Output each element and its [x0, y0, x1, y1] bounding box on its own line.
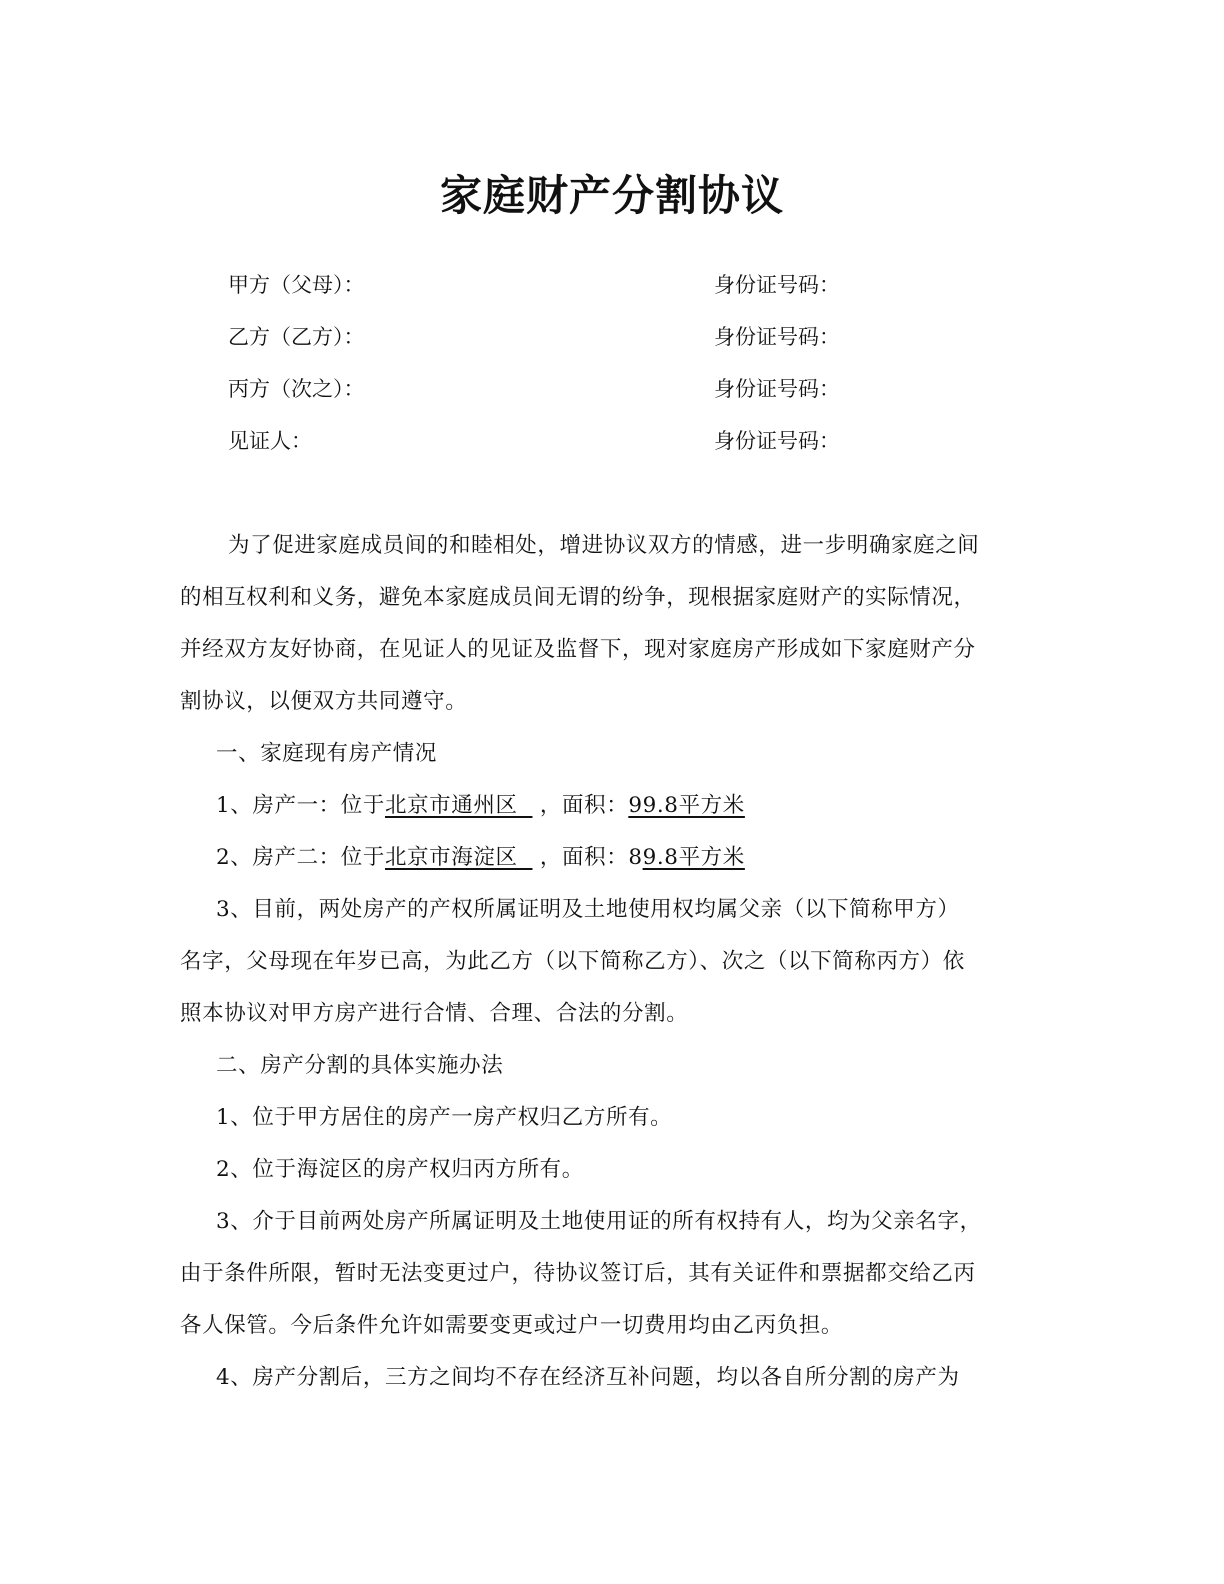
party-row-yi [228, 320, 928, 354]
paragraph-line: 由于条件所限，暂时无法变更过户，待协议签订后，其有关证件和票据都交给乙丙 [180, 1261, 976, 1286]
id-number-label: 身份证号码： [714, 429, 840, 453]
property-area-plain: 8 [628, 845, 643, 870]
paragraph-line: 的相互权利和义务，避免本家庭成员间无谓的纷争，现根据家庭财产的实际情况， [180, 585, 976, 610]
paragraph-line: 3、介于目前两处房产所属证明及土地使用证的所有权持有人，均为父亲名字， [216, 1209, 982, 1234]
paragraph-line: 照本协议对甲方房产进行合情、合理、合法的分割。 [180, 1001, 689, 1026]
paragraph-line: 3、目前，两处房产的产权所属证明及土地使用权均属父亲（以下简称甲方） [216, 897, 960, 922]
section2-item1: 1、位于甲方居住的房产一房产权归乙方所有。 [216, 1105, 673, 1130]
section-heading-1: 一、家庭现有房产情况 [216, 741, 438, 766]
party-label: 乙方（乙方）： [228, 325, 365, 349]
property-2-line [216, 841, 1086, 875]
section-heading-2: 二、房产分割的具体实施办法 [216, 1053, 504, 1078]
property-prefix: 1、房产一：位于 [216, 793, 385, 818]
party-label: 丙方（次之）： [228, 377, 365, 401]
paragraph-line: 各人保管。今后条件允许如需要变更或过户一切费用均由乙丙负担。 [180, 1313, 844, 1338]
section2-item2: 2、位于海淀区的房产权归丙方所有。 [216, 1157, 584, 1182]
id-number-label: 身份证号码： [714, 325, 840, 349]
paragraph-line: 割协议，以便双方共同遵守。 [180, 689, 468, 714]
section2-item4: 4、房产分割后，三方之间均不存在经济互补问题，均以各自所分割的房产为 [216, 1365, 960, 1390]
property-location: 北京市通州区 [384, 793, 533, 818]
party-row-jia [228, 268, 928, 302]
property-area-label: ，面积： [532, 793, 629, 818]
property-prefix: 2、房产二：位于 [216, 845, 385, 870]
property-location: 北京市海淀区 [384, 845, 533, 870]
paragraph-line: 为了促进家庭成员间的和睦相处，增进协议双方的情感，进一步明确家庭之间 [228, 533, 980, 558]
paragraph-line: 名字，父母现在年岁已高，为此乙方（以下简称乙方）、次之（以下简称丙方）依 [180, 949, 965, 974]
property-area: 9.8平方米 [642, 845, 745, 870]
party-row-witness [228, 424, 928, 458]
id-number-label: 身份证号码： [714, 377, 840, 401]
property-area-label: ，面积： [532, 845, 629, 870]
id-number-label: 身份证号码： [714, 273, 840, 297]
party-row-bing [228, 372, 928, 406]
property-area: 99.8平方米 [628, 793, 745, 818]
party-label: 甲方（父母）： [228, 273, 365, 297]
page-title: 家庭财产分割协议 [439, 171, 784, 220]
property-1-line [216, 789, 1086, 823]
paragraph-line: 并经双方友好协商，在见证人的见证及监督下，现对家庭房产形成如下家庭财产分 [180, 637, 976, 662]
party-label: 见证人： [228, 429, 312, 453]
